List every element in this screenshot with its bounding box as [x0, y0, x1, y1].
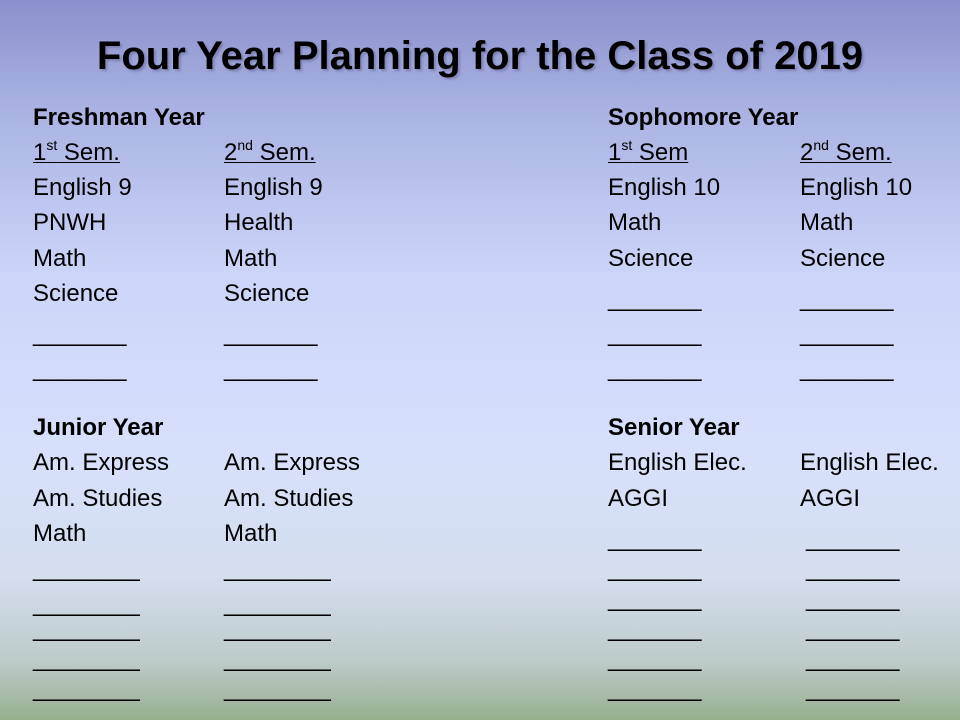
senior-heading: Senior Year [608, 414, 740, 441]
senior-sem2-blank: _______ [806, 675, 900, 702]
senior-sem1-blank: _______ [608, 585, 702, 612]
sophomore-sem2-course: Science [800, 245, 886, 272]
freshman-sem1-blank: _______ [33, 320, 127, 347]
junior-sem1-course: Am. Studies [33, 485, 163, 512]
sophomore-sem2-blank: _______ [800, 320, 894, 347]
junior-sem2-blank: ________ [224, 645, 331, 672]
junior-sem1-course: Am. Express [33, 449, 170, 476]
junior-sem1-course: Math [33, 520, 87, 547]
senior-sem1-course: English Elec. [608, 449, 747, 476]
senior-sem2-blank: _______ [806, 615, 900, 642]
junior-sem2-blank: ________ [224, 615, 331, 642]
freshman-sem2-blank: _______ [224, 320, 318, 347]
junior-sem2-course: Am. Express [224, 449, 361, 476]
freshman-heading: Freshman Year [33, 104, 205, 131]
freshman-sem1-course: English 9 [33, 174, 132, 201]
sophomore-sem1-header: 1st Sem [608, 137, 689, 166]
junior-sem2-course: Math [224, 520, 278, 547]
sophomore-heading: Sophomore Year [608, 104, 799, 131]
freshman-sem2-course: English 9 [224, 174, 323, 201]
freshman-sem2-course: Math [224, 245, 278, 272]
senior-sem2-course: English Elec. [800, 449, 939, 476]
senior-sem1-blank: _______ [608, 675, 702, 702]
junior-sem2-blank: ________ [224, 590, 331, 617]
freshman-sem1-blank: _______ [33, 355, 127, 382]
senior-sem2-course: AGGI [800, 485, 861, 512]
junior-sem2-blank: ________ [224, 675, 331, 702]
junior-sem2-course: Am. Studies [224, 485, 354, 512]
sophomore-sem2-course: English 10 [800, 174, 913, 201]
freshman-sem2-course: Health [224, 209, 294, 236]
sophomore-sem1-course: Math [608, 209, 662, 236]
senior-sem1-blank: _______ [608, 615, 702, 642]
freshman-sem1-course: Science [33, 280, 119, 307]
senior-sem1-blank: _______ [608, 525, 702, 552]
freshman-sem2-course: Science [224, 280, 310, 307]
junior-sem1-blank: ________ [33, 675, 140, 702]
freshman-sem2-header: 2nd Sem. [224, 137, 316, 166]
slide-title: Four Year Planning for the Class of 2019 [96, 34, 864, 78]
senior-sem2-blank: _______ [806, 645, 900, 672]
sophomore-sem1-blank: _______ [608, 320, 702, 347]
senior-sem1-course: AGGI [608, 485, 669, 512]
sophomore-sem2-course: Math [800, 209, 854, 236]
freshman-sem1-header: 1st Sem. [33, 137, 120, 166]
senior-sem2-blank: _______ [806, 525, 900, 552]
junior-heading: Junior Year [33, 414, 164, 441]
senior-sem2-blank: _______ [806, 555, 900, 582]
sophomore-sem1-course: Science [608, 245, 694, 272]
senior-sem1-blank: _______ [608, 555, 702, 582]
freshman-sem1-course: Math [33, 245, 87, 272]
junior-sem1-blank: ________ [33, 590, 140, 617]
senior-sem1-blank: _______ [608, 645, 702, 672]
junior-sem1-blank: ________ [33, 645, 140, 672]
sophomore-sem2-header: 2nd Sem. [800, 137, 892, 166]
freshman-sem1-course: PNWH [33, 209, 107, 236]
sophomore-sem1-course: English 10 [608, 174, 721, 201]
senior-sem2-blank: _______ [806, 585, 900, 612]
sophomore-sem2-blank: _______ [800, 285, 894, 312]
junior-sem2-blank: ________ [224, 555, 331, 582]
freshman-sem2-blank: _______ [224, 355, 318, 382]
sophomore-sem2-blank: _______ [800, 355, 894, 382]
sophomore-sem1-blank: _______ [608, 285, 702, 312]
junior-sem1-blank: ________ [33, 555, 140, 582]
sophomore-sem1-blank: _______ [608, 355, 702, 382]
junior-sem1-blank: ________ [33, 615, 140, 642]
